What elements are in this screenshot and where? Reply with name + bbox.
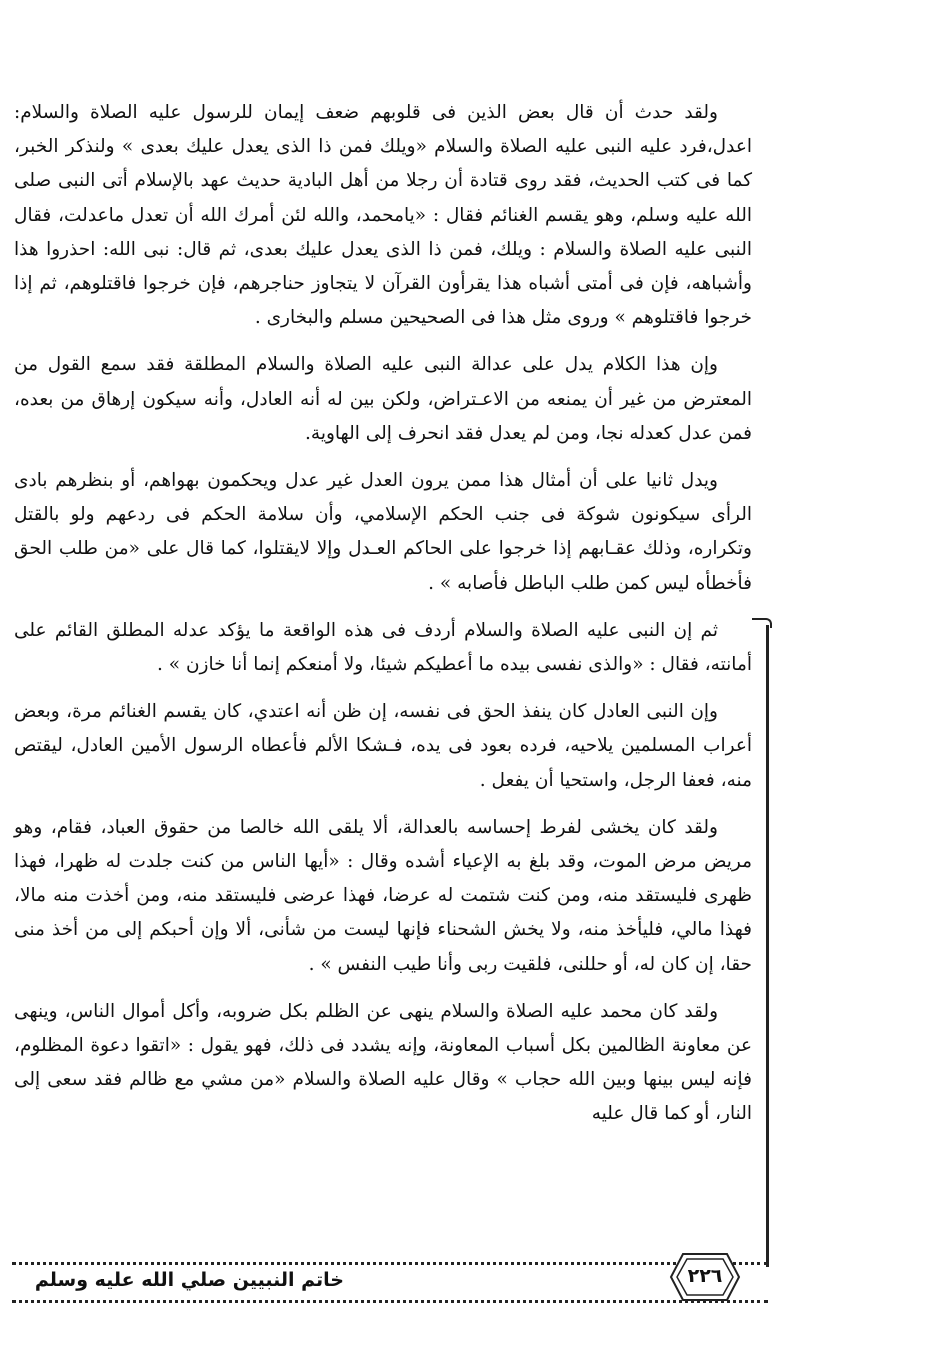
side-rule-corner	[752, 618, 772, 628]
paragraph-1: ولقد حدث أن قال بعض الذين فى قلوبهم ضعف إيمان للرسول عليه الصلاة والسلام: اعدل،فرد عليه النبى عليه الصلاة والسلام «ويلك فمن ذا الذى يعدل عليك بعدى » ولنذكر الخبر، كما فى كتب الحديث، فقد روى قتادة أن رجلا من أهل البادية حديث عهد بالإسلام أتى النبى صلى الله عليه وسلم، وهو يقسم الغنائم فقال : «يامحمد، والله لئن أمرك الله أن تعدل ماعدلت، فقال النبى عليه الصلاة والسلام : ويلك، فمن ذا الذى يعدل عليك بعدى، ثم قال: نبى الله: احذروا هذا وأشباهه، فإن فى أمتى أشباه هذا يقرأون القرآن لا يتجاوز حناجرهم، فإن خرجوا فاقتلوهم، ثم إذا خرجوا فاقتلوهم » وروى مثل هذا فى الصحيحين مسلم والبخارى .	[14, 102, 752, 329]
paragraph-6: ولقد كان يخشى لفرط إحساسه بالعدالة، ألا يلقى الله خالصا من حقوق العباد، فقام، وهو مريض مرض الموت، وقد بلغ به الإعياء أشده وقال : «أيها الناس من كنت جلدت له ظهرا، فهذا ظهرى فليستقد منه، ومن كنت شتمت له عرضا، فهذا عرضى فليستقد منه، ومن أخذت منه مالا، فهذا مالي، فليأخذ منه، ولا يخش الشحناء فإنها ليست من شأنى، ألا وإن أحبكم إلى من أخذ منى حقا، إن كان له، أو حللنى، فلقيت ربى وأنا طيب النفس » .	[14, 816, 752, 975]
paragraph-2: وإن هذا الكلام يدل على عدالة النبى عليه الصلاة والسلام المطلقة فقد سمع القول من المعترض من غير أن يمنعه من الاعـتراض، ولكن بين له أنه العادل، وأنه سيكون إرهاق من بعده، فمن عدل كعدله نجا، ومن لم يعدل فقد انحرف إلى الهاوية.	[14, 354, 752, 444]
footer-dotted-rule-bottom	[12, 1300, 768, 1303]
running-footer-title: خاتم النبيين صلي الله عليه وسلم	[34, 1269, 344, 1291]
paragraph-4: ثم إن النبى عليه الصلاة والسلام أردف فى هذه الواقعة ما يؤكد عدله المطلق القائم على أمانته، فقال : «والذى نفسى بيده ما أعطيكم شيئا، ولا أمنعكم إنما أنا خازن » .	[14, 619, 752, 676]
paragraph-5: وإن النبى العادل كان ينفذ الحق فى نفسه، إن ظن أنه اعتدي، كان يقسم الغنائم مرة، وبعض أعراب المسلمين يلاحيه، فرده بعود فى يده، فـشكا الألم فأعطاه الرسول الأمين العادل، ليقتص منه، فعفا الرجل، واستحيا أن يفعل .	[14, 701, 752, 791]
side-border-rule	[766, 625, 769, 1267]
paragraph-7: ولقد كان محمد عليه الصلاة والسلام ينهى عن الظلم بكل ضروبه، وأكل أموال الناس، وينهى عن معاونة الظالمين بكل أسباب المعاونة، وإنه يشدد فى ذلك، فهو يقول : «اتقوا دعوة المظلوم، فإنه ليس بينها وبين الله حجاب » وقال عليه الصلاة والسلام «من مشي مع ظالم فقد سعى إلى النار، أو كما قال عليه	[14, 1000, 752, 1125]
page-number: ٢٢٦	[687, 1265, 723, 1287]
paragraph-3: ويدل ثانيا على أن أمثال هذا ممن يرون العدل غير عدل ويحكمون بهواهم، أو بنظرهم بادى الرأى سيكونون شوكة فى جنب الحكم الإسلامي، وأن سلامة الحكم فى ردعهم ولو بالقتل وتكراره، وذلك عقـابهم إذا خرجوا على الحاكم العـدل وإلا لايقتلوا، كما قال على «من طلب الحق فأخطأه ليس كمن طلب الباطل فأصابه » .	[14, 470, 752, 594]
body-text	[14, 96, 752, 1145]
